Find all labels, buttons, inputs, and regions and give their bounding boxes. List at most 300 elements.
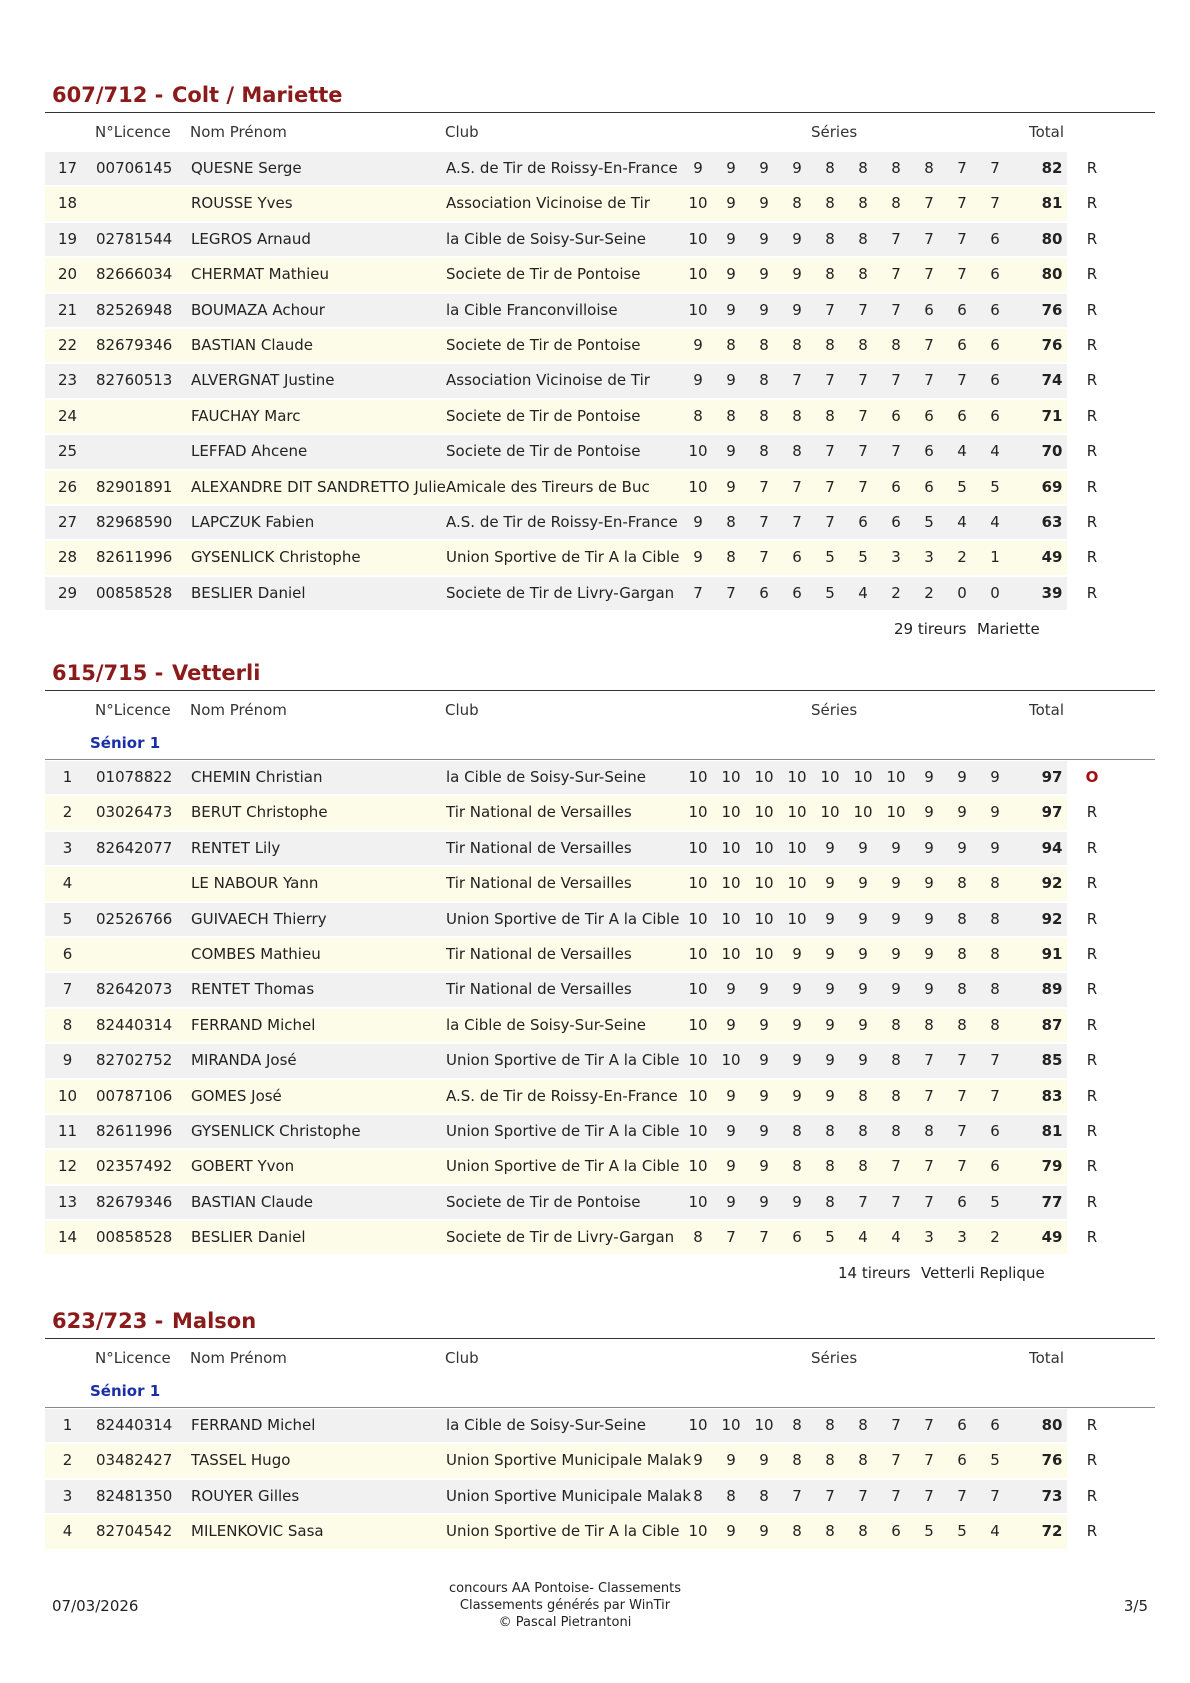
total-cell: 92 bbox=[1041, 874, 1063, 893]
category-label: Sénior 1 bbox=[90, 1382, 161, 1400]
club-cell: Union Sportive de Tir A la Cible bbox=[446, 1051, 680, 1070]
club-cell: la Cible Franconvilloise bbox=[446, 300, 618, 319]
table-row bbox=[45, 795, 1155, 830]
series-score-cell: 7 bbox=[825, 371, 835, 390]
rank-cell: 14 bbox=[57, 1228, 78, 1247]
series-score-cell: 7 bbox=[891, 1451, 901, 1470]
status-flag: R bbox=[1086, 1121, 1098, 1140]
section-footer-label: Vetterli Replique bbox=[921, 1264, 1045, 1283]
series-score-cell: 7 bbox=[891, 265, 901, 284]
series-score-cell: 8 bbox=[792, 1121, 802, 1140]
series-score-cell: 10 bbox=[721, 838, 741, 857]
club-cell: A.S. de Tir de Roissy-En-France bbox=[446, 1086, 678, 1105]
series-score-cell: 6 bbox=[891, 512, 901, 531]
club-cell: Union Sportive de Tir A la Cible bbox=[446, 1157, 680, 1176]
licence-cell: 82481350 bbox=[96, 1486, 173, 1505]
series-score-cell: 7 bbox=[924, 1157, 934, 1176]
status-flag: R bbox=[1086, 1157, 1098, 1176]
series-score-cell: 8 bbox=[825, 1121, 835, 1140]
series-score-cell: 10 bbox=[721, 1416, 741, 1434]
table-row bbox=[45, 1043, 1155, 1078]
name-cell: GUIVAECH Thierry bbox=[191, 909, 327, 928]
status-flag: O bbox=[1085, 768, 1099, 786]
series-score-cell: 10 bbox=[754, 768, 774, 786]
table-row bbox=[45, 1008, 1155, 1043]
club-cell: Societe de Tir de Livry-Gargan bbox=[446, 583, 675, 602]
series-score-cell: 7 bbox=[891, 229, 901, 248]
series-score-cell: 10 bbox=[688, 300, 708, 319]
name-cell: FAUCHAY Marc bbox=[191, 406, 301, 425]
name-cell: MILENKOVIC Sasa bbox=[191, 1522, 324, 1541]
total-cell: 87 bbox=[1041, 1015, 1063, 1034]
series-score-cell: 9 bbox=[759, 1157, 769, 1176]
series-score-cell: 10 bbox=[688, 1015, 708, 1034]
rank-cell: 4 bbox=[62, 1522, 73, 1541]
series-score-cell: 6 bbox=[891, 406, 901, 425]
series-score-cell: 5 bbox=[990, 1192, 1000, 1211]
series-score-cell: 6 bbox=[957, 1416, 967, 1434]
series-score-cell: 10 bbox=[787, 838, 807, 857]
series-score-cell: 8 bbox=[726, 406, 736, 425]
series-score-cell: 9 bbox=[726, 1522, 736, 1541]
series-score-cell: 9 bbox=[891, 909, 901, 928]
series-score-cell: 5 bbox=[924, 1522, 934, 1541]
series-score-cell: 9 bbox=[759, 300, 769, 319]
status-flag: R bbox=[1086, 229, 1098, 248]
series-score-cell: 6 bbox=[924, 442, 934, 461]
series-score-cell: 8 bbox=[891, 1086, 901, 1105]
club-cell: Tir National de Versailles bbox=[446, 874, 632, 893]
series-score-cell: 8 bbox=[957, 944, 967, 963]
series-score-cell: 7 bbox=[858, 1192, 868, 1211]
series-score-cell: 8 bbox=[957, 1015, 967, 1034]
rank-cell: 29 bbox=[57, 583, 78, 602]
series-score-cell: 8 bbox=[858, 194, 868, 213]
series-score-cell: 8 bbox=[825, 1416, 835, 1434]
licence-cell: 82440314 bbox=[96, 1015, 173, 1034]
series-score-cell: 8 bbox=[990, 909, 1000, 928]
series-score-cell: 8 bbox=[693, 1228, 703, 1247]
name-cell: BESLIER Daniel bbox=[191, 583, 306, 602]
series-score-cell: 7 bbox=[924, 1192, 934, 1211]
series-score-cell: 7 bbox=[825, 1486, 835, 1505]
name-cell: BASTIAN Claude bbox=[191, 335, 313, 354]
series-score-cell: 9 bbox=[726, 1121, 736, 1140]
status-flag: R bbox=[1086, 159, 1098, 177]
series-score-cell: 7 bbox=[924, 1451, 934, 1470]
series-score-cell: 5 bbox=[825, 548, 835, 567]
series-score-cell: 7 bbox=[759, 548, 769, 567]
series-score-cell: 10 bbox=[820, 803, 840, 822]
series-score-cell: 10 bbox=[688, 944, 708, 963]
series-score-cell: 10 bbox=[787, 768, 807, 786]
licence-cell: 82760513 bbox=[96, 371, 173, 390]
total-cell: 76 bbox=[1041, 335, 1063, 354]
page-footer bbox=[0, 1580, 1190, 1640]
header-series: Séries bbox=[811, 1349, 858, 1367]
section-name: Colt / Mariette bbox=[172, 83, 343, 107]
header-total: Total bbox=[1029, 1349, 1065, 1367]
series-score-cell: 7 bbox=[957, 1157, 967, 1176]
name-cell: GYSENLICK Christophe bbox=[191, 548, 361, 567]
series-score-cell: 8 bbox=[693, 1486, 703, 1505]
status-flag: R bbox=[1086, 874, 1098, 893]
series-score-cell: 9 bbox=[825, 1086, 835, 1105]
series-score-cell: 10 bbox=[754, 874, 774, 893]
series-score-cell: 9 bbox=[726, 1451, 736, 1470]
rank-cell: 4 bbox=[62, 874, 73, 893]
name-cell: BOUMAZA Achour bbox=[191, 300, 325, 319]
licence-cell: 03482427 bbox=[96, 1451, 173, 1470]
club-cell: Association Vicinoise de Tir bbox=[446, 371, 650, 390]
series-score-cell: 10 bbox=[688, 1192, 708, 1211]
series-score-cell: 6 bbox=[957, 406, 967, 425]
series-score-cell: 4 bbox=[990, 512, 1000, 531]
club-cell: A.S. de Tir de Roissy-En-France bbox=[446, 159, 678, 177]
series-score-cell: 7 bbox=[825, 442, 835, 461]
section-footer-label: Mariette bbox=[977, 620, 1040, 639]
club-cell: Union Sportive de Tir A la Cible bbox=[446, 548, 680, 567]
series-score-cell: 10 bbox=[688, 1051, 708, 1070]
series-score-cell: 9 bbox=[792, 229, 802, 248]
status-flag: R bbox=[1086, 944, 1098, 963]
club-cell: Societe de Tir de Pontoise bbox=[446, 1192, 641, 1211]
series-score-cell: 5 bbox=[990, 1451, 1000, 1470]
series-score-cell: 10 bbox=[688, 803, 708, 822]
series-score-cell: 6 bbox=[858, 512, 868, 531]
name-cell: BERUT Christophe bbox=[191, 803, 328, 822]
total-cell: 82 bbox=[1041, 159, 1063, 177]
series-score-cell: 10 bbox=[688, 1522, 708, 1541]
total-cell: 39 bbox=[1041, 583, 1063, 602]
total-cell: 91 bbox=[1041, 944, 1063, 963]
series-score-cell: 9 bbox=[957, 838, 967, 857]
series-score-cell: 9 bbox=[726, 159, 736, 177]
club-cell: A.S. de Tir de Roissy-En-France bbox=[446, 512, 678, 531]
rank-cell: 17 bbox=[57, 159, 78, 177]
licence-cell: 00706145 bbox=[96, 159, 173, 177]
series-score-cell: 9 bbox=[759, 229, 769, 248]
section-title bbox=[52, 80, 1155, 110]
total-cell: 80 bbox=[1041, 1416, 1063, 1434]
series-score-cell: 9 bbox=[726, 194, 736, 213]
total-cell: 71 bbox=[1041, 406, 1063, 425]
series-score-cell: 8 bbox=[891, 335, 901, 354]
section-name: Vetterli bbox=[172, 661, 261, 685]
rank-cell: 8 bbox=[62, 1015, 73, 1034]
total-cell: 73 bbox=[1041, 1486, 1063, 1505]
series-score-cell: 9 bbox=[825, 874, 835, 893]
rank-cell: 23 bbox=[57, 371, 78, 390]
status-flag: R bbox=[1086, 194, 1098, 213]
series-score-cell: 7 bbox=[924, 194, 934, 213]
category-row bbox=[45, 1377, 1155, 1408]
club-cell: la Cible de Soisy-Sur-Seine bbox=[446, 768, 646, 786]
series-score-cell: 10 bbox=[721, 909, 741, 928]
series-score-cell: 8 bbox=[990, 980, 1000, 999]
footer-line-3: © Pascal Pietrantoni bbox=[498, 1615, 632, 1630]
series-score-cell: 10 bbox=[688, 1086, 708, 1105]
series-score-cell: 9 bbox=[726, 229, 736, 248]
series-score-cell: 7 bbox=[759, 477, 769, 496]
series-score-cell: 2 bbox=[957, 548, 967, 567]
series-score-cell: 8 bbox=[825, 194, 835, 213]
series-score-cell: 6 bbox=[990, 265, 1000, 284]
series-score-cell: 7 bbox=[957, 1086, 967, 1105]
series-score-cell: 9 bbox=[759, 194, 769, 213]
table-row bbox=[45, 902, 1155, 937]
licence-cell: 82666034 bbox=[96, 265, 173, 284]
series-score-cell: 9 bbox=[792, 1051, 802, 1070]
club-cell: Societe de Tir de Livry-Gargan bbox=[446, 1228, 675, 1247]
table-row bbox=[45, 1185, 1155, 1220]
header-series: Séries bbox=[811, 701, 858, 719]
series-score-cell: 8 bbox=[858, 1451, 868, 1470]
series-score-cell: 8 bbox=[759, 1486, 769, 1505]
series-score-cell: 8 bbox=[891, 194, 901, 213]
series-score-cell: 7 bbox=[924, 1086, 934, 1105]
series-score-cell: 8 bbox=[858, 1416, 868, 1434]
series-score-cell: 9 bbox=[924, 874, 934, 893]
series-score-cell: 6 bbox=[990, 1416, 1000, 1434]
header-series: Séries bbox=[811, 123, 858, 141]
status-flag: R bbox=[1086, 300, 1098, 319]
total-cell: 80 bbox=[1041, 229, 1063, 248]
table-row bbox=[45, 1514, 1155, 1549]
series-score-cell: 9 bbox=[891, 874, 901, 893]
series-score-cell: 6 bbox=[924, 406, 934, 425]
series-score-cell: 7 bbox=[891, 1192, 901, 1211]
series-score-cell: 10 bbox=[721, 803, 741, 822]
series-score-cell: 4 bbox=[957, 442, 967, 461]
total-cell: 92 bbox=[1041, 909, 1063, 928]
club-cell: Tir National de Versailles bbox=[446, 980, 632, 999]
status-flag: R bbox=[1086, 583, 1098, 602]
series-score-cell: 8 bbox=[792, 335, 802, 354]
total-cell: 79 bbox=[1041, 1157, 1063, 1176]
series-score-cell: 8 bbox=[957, 980, 967, 999]
series-score-cell: 7 bbox=[792, 1486, 802, 1505]
series-score-cell: 10 bbox=[787, 909, 807, 928]
series-score-cell: 7 bbox=[924, 371, 934, 390]
category-row bbox=[45, 729, 1155, 760]
name-cell: BESLIER Daniel bbox=[191, 1228, 306, 1247]
total-cell: 83 bbox=[1041, 1086, 1063, 1105]
series-score-cell: 9 bbox=[726, 265, 736, 284]
series-score-cell: 8 bbox=[792, 1157, 802, 1176]
section-code: 615/715 - bbox=[52, 661, 164, 685]
series-score-cell: 7 bbox=[825, 300, 835, 319]
series-score-cell: 7 bbox=[759, 512, 769, 531]
header-licence: N°Licence bbox=[95, 1349, 171, 1367]
series-score-cell: 8 bbox=[792, 1451, 802, 1470]
series-score-cell: 2 bbox=[924, 583, 934, 602]
name-cell: ROUSSE Yves bbox=[191, 194, 293, 213]
status-flag: R bbox=[1086, 803, 1098, 822]
series-score-cell: 10 bbox=[688, 477, 708, 496]
header-total: Total bbox=[1029, 701, 1065, 719]
section-code: 607/712 - bbox=[52, 83, 164, 107]
series-score-cell: 8 bbox=[891, 1121, 901, 1140]
series-score-cell: 6 bbox=[990, 229, 1000, 248]
rank-cell: 25 bbox=[57, 442, 78, 461]
status-flag: R bbox=[1086, 512, 1098, 531]
page-number: 3/5 bbox=[1123, 1597, 1148, 1615]
series-score-cell: 7 bbox=[990, 1051, 1000, 1070]
series-score-cell: 8 bbox=[825, 1192, 835, 1211]
licence-cell: 02526766 bbox=[96, 909, 173, 928]
rank-cell: 19 bbox=[57, 229, 78, 248]
series-score-cell: 9 bbox=[693, 1451, 703, 1470]
rank-cell: 2 bbox=[62, 1451, 73, 1470]
series-score-cell: 9 bbox=[726, 980, 736, 999]
series-score-cell: 7 bbox=[759, 1228, 769, 1247]
series-score-cell: 5 bbox=[825, 583, 835, 602]
rank-cell: 9 bbox=[62, 1051, 73, 1070]
series-score-cell: 9 bbox=[924, 909, 934, 928]
series-score-cell: 7 bbox=[891, 442, 901, 461]
series-score-cell: 4 bbox=[858, 583, 868, 602]
licence-cell: 01078822 bbox=[96, 768, 173, 786]
total-cell: 76 bbox=[1041, 1451, 1063, 1470]
series-score-cell: 10 bbox=[721, 1051, 741, 1070]
series-score-cell: 6 bbox=[990, 1157, 1000, 1176]
club-cell: Tir National de Versailles bbox=[446, 944, 632, 963]
series-score-cell: 9 bbox=[990, 838, 1000, 857]
name-cell: CHEMIN Christian bbox=[191, 768, 323, 786]
name-cell: COMBES Mathieu bbox=[191, 944, 321, 963]
name-cell: MIRANDA José bbox=[191, 1051, 297, 1070]
status-flag: R bbox=[1086, 335, 1098, 354]
series-score-cell: 10 bbox=[688, 768, 708, 786]
series-score-cell: 7 bbox=[693, 583, 703, 602]
rank-cell: 5 bbox=[62, 909, 73, 928]
table-row bbox=[45, 363, 1155, 398]
series-score-cell: 9 bbox=[858, 980, 868, 999]
series-score-cell: 8 bbox=[726, 335, 736, 354]
table-header bbox=[45, 1339, 1155, 1377]
series-score-cell: 5 bbox=[858, 548, 868, 567]
series-score-cell: 9 bbox=[726, 442, 736, 461]
series-score-cell: 9 bbox=[759, 1086, 769, 1105]
series-score-cell: 8 bbox=[825, 335, 835, 354]
status-flag: R bbox=[1086, 1086, 1098, 1105]
series-score-cell: 4 bbox=[858, 1228, 868, 1247]
status-flag: R bbox=[1086, 980, 1098, 999]
table-row bbox=[45, 760, 1155, 795]
series-score-cell: 9 bbox=[792, 1192, 802, 1211]
series-score-cell: 8 bbox=[825, 1451, 835, 1470]
series-score-cell: 10 bbox=[688, 194, 708, 213]
series-score-cell: 10 bbox=[886, 803, 906, 822]
series-score-cell: 7 bbox=[924, 335, 934, 354]
series-score-cell: 9 bbox=[726, 371, 736, 390]
series-score-cell: 9 bbox=[759, 159, 769, 177]
series-score-cell: 7 bbox=[891, 1157, 901, 1176]
club-cell: Societe de Tir de Pontoise bbox=[446, 265, 641, 284]
name-cell: RENTET Thomas bbox=[191, 980, 315, 999]
series-score-cell: 9 bbox=[693, 512, 703, 531]
table-row bbox=[45, 151, 1155, 186]
table-row bbox=[45, 293, 1155, 328]
series-score-cell: 8 bbox=[858, 1121, 868, 1140]
series-score-cell: 8 bbox=[891, 1051, 901, 1070]
footer-line-1: concours AA Pontoise- Classements bbox=[448, 1581, 681, 1596]
series-score-cell: 7 bbox=[990, 1086, 1000, 1105]
table-header bbox=[45, 113, 1155, 151]
series-score-cell: 8 bbox=[825, 1522, 835, 1541]
series-score-cell: 6 bbox=[990, 371, 1000, 390]
series-score-cell: 9 bbox=[759, 265, 769, 284]
series-score-cell: 6 bbox=[957, 1451, 967, 1470]
series-score-cell: 10 bbox=[688, 265, 708, 284]
series-score-cell: 6 bbox=[990, 406, 1000, 425]
series-score-cell: 9 bbox=[957, 768, 967, 786]
rank-cell: 18 bbox=[57, 194, 78, 213]
name-cell: ALVERGNAT Justine bbox=[191, 371, 335, 390]
total-cell: 70 bbox=[1041, 442, 1063, 461]
name-cell: TASSEL Hugo bbox=[191, 1451, 291, 1470]
table-row bbox=[45, 222, 1155, 257]
series-score-cell: 10 bbox=[754, 944, 774, 963]
total-cell: 49 bbox=[1041, 548, 1063, 567]
series-score-cell: 10 bbox=[754, 838, 774, 857]
rank-cell: 27 bbox=[57, 512, 78, 531]
section-footer bbox=[45, 611, 1155, 647]
table-header bbox=[45, 691, 1155, 729]
series-score-cell: 10 bbox=[688, 1157, 708, 1176]
series-score-cell: 7 bbox=[792, 477, 802, 496]
table-row bbox=[45, 257, 1155, 292]
header-club: Club bbox=[445, 1349, 479, 1367]
footer-line-2: Classements générés par WinTir bbox=[459, 1598, 671, 1613]
header-name: Nom Prénom bbox=[190, 1349, 287, 1367]
series-score-cell: 4 bbox=[990, 442, 1000, 461]
series-score-cell: 6 bbox=[990, 335, 1000, 354]
status-flag: R bbox=[1086, 265, 1098, 284]
series-score-cell: 6 bbox=[957, 335, 967, 354]
section-code: 623/723 - bbox=[52, 1309, 164, 1333]
series-score-cell: 5 bbox=[924, 512, 934, 531]
licence-cell: 82679346 bbox=[96, 1192, 173, 1211]
total-cell: 81 bbox=[1041, 1121, 1063, 1140]
status-flag: R bbox=[1086, 1451, 1098, 1470]
series-score-cell: 10 bbox=[754, 1416, 774, 1434]
series-score-cell: 8 bbox=[858, 265, 868, 284]
series-score-cell: 10 bbox=[754, 803, 774, 822]
name-cell: BASTIAN Claude bbox=[191, 1192, 313, 1211]
series-score-cell: 9 bbox=[924, 803, 934, 822]
series-score-cell: 7 bbox=[891, 300, 901, 319]
series-score-cell: 6 bbox=[990, 1121, 1000, 1140]
series-score-cell: 8 bbox=[825, 229, 835, 248]
section-footer bbox=[45, 1255, 1155, 1291]
series-score-cell: 8 bbox=[726, 548, 736, 567]
name-cell: FERRAND Michel bbox=[191, 1015, 316, 1034]
series-score-cell: 5 bbox=[825, 1228, 835, 1247]
series-score-cell: 8 bbox=[858, 1086, 868, 1105]
header-total: Total bbox=[1029, 123, 1065, 141]
series-score-cell: 10 bbox=[688, 874, 708, 893]
series-score-cell: 5 bbox=[990, 477, 1000, 496]
series-score-cell: 7 bbox=[792, 371, 802, 390]
series-score-cell: 6 bbox=[792, 548, 802, 567]
licence-cell: 82642073 bbox=[96, 980, 173, 999]
series-score-cell: 9 bbox=[858, 874, 868, 893]
series-score-cell: 7 bbox=[924, 229, 934, 248]
series-score-cell: 7 bbox=[957, 265, 967, 284]
club-cell: Societe de Tir de Pontoise bbox=[446, 406, 641, 425]
